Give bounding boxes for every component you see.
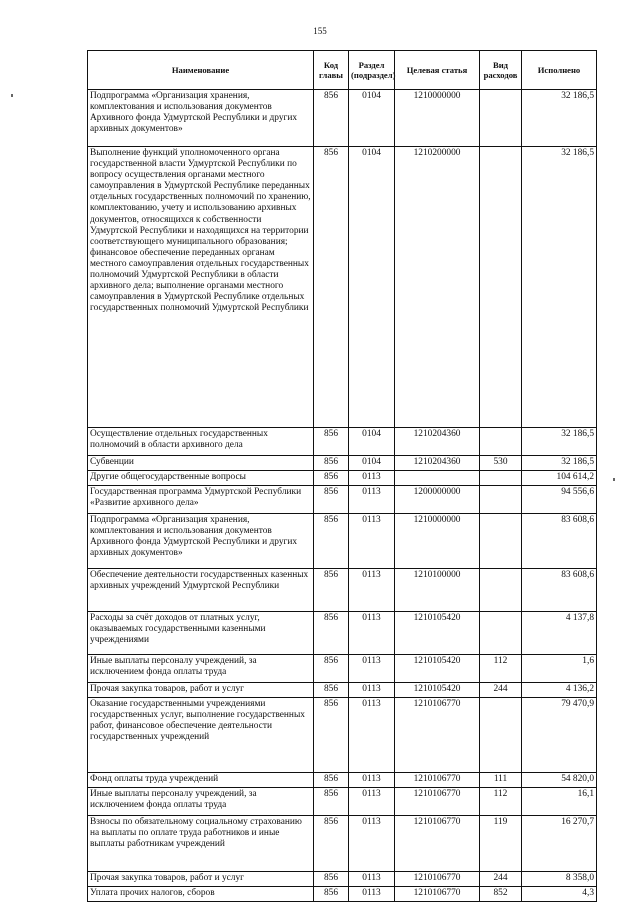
cell-code: 856: [314, 147, 349, 428]
cell-section: 0104: [349, 90, 395, 147]
table-row: [88, 655, 597, 683]
table-row: [88, 612, 597, 655]
cell-section: 0113: [349, 655, 395, 683]
cell-expense: 111: [480, 773, 522, 788]
cell-amount: 4,3: [522, 887, 597, 902]
cell-expense: [480, 147, 522, 428]
cell-section: 0113: [349, 569, 395, 612]
cell-article: 1210200000: [395, 147, 480, 428]
cell-expense: 244: [480, 683, 522, 698]
header-code: Код главы: [314, 51, 349, 90]
cell-article: [395, 471, 480, 486]
cell-section: 0113: [349, 683, 395, 698]
cell-section: 0113: [349, 773, 395, 788]
cell-section: 0104: [349, 147, 395, 428]
cell-amount: 8 358,0: [522, 872, 597, 887]
cell-name: Взносы по обязательному социальному страхованию на выплаты по оплате труда работников и иные выплаты работникам учреждений: [88, 816, 314, 872]
cell-amount: 54 820,0: [522, 773, 597, 788]
table-row: [88, 683, 597, 698]
cell-article: 1210105420: [395, 655, 480, 683]
table-row: [88, 887, 597, 902]
cell-expense: 119: [480, 816, 522, 872]
cell-name: Подпрограмма «Организация хранения, комплектования и использования документов Архивного фонда Удмуртской Республики и других архивных документов»: [88, 90, 314, 147]
cell-expense: [480, 90, 522, 147]
cell-expense: 112: [480, 788, 522, 816]
cell-section: 0113: [349, 486, 395, 514]
cell-code: 856: [314, 428, 349, 456]
cell-article: 1210105420: [395, 683, 480, 698]
cell-section: 0113: [349, 872, 395, 887]
cell-section: 0113: [349, 612, 395, 655]
cell-code: 856: [314, 514, 349, 569]
cell-expense: 112: [480, 655, 522, 683]
cell-amount: 94 556,6: [522, 486, 597, 514]
cell-code: 856: [314, 773, 349, 788]
cell-name: Выполнение функций уполномоченного органа государственной власти Удмуртской Республики по вопросу осуществления органами местного самоуправления в Удмуртской Республике переданных отдельных государственных полномочий по хранению, комплектованию, учету и использованию архивных документов, относящихся к собственности Удмуртской Республики и находящихся на территории соответствующего муниципального образования; финансовое обеспечение переданных органам местного самоуправления отдельных государственных полномочий Удмуртской Республики в области архивного дела; выполнение органами местного самоуправления в Удмуртской Республике отдельных государственных полномочий Удмуртской Республики: [88, 147, 314, 428]
cell-code: 856: [314, 872, 349, 887]
table-row: [88, 698, 597, 773]
table-row: [88, 569, 597, 612]
cell-name: Осуществление отдельных государственных полномочий в области архивного дела: [88, 428, 314, 456]
cell-code: 856: [314, 698, 349, 773]
cell-name: Прочая закупка товаров, работ и услуг: [88, 683, 314, 698]
cell-expense: [480, 471, 522, 486]
cell-code: 856: [314, 655, 349, 683]
cell-name: Прочая закупка товаров, работ и услуг: [88, 872, 314, 887]
cell-code: 856: [314, 816, 349, 872]
cell-name: Иные выплаты персоналу учреждений, за исключением фонда оплаты труда: [88, 788, 314, 816]
cell-section: 0104: [349, 428, 395, 456]
cell-amount: 4 137,8: [522, 612, 597, 655]
cell-amount: 1,6: [522, 655, 597, 683]
cell-section: 0113: [349, 698, 395, 773]
table-row: [88, 428, 597, 456]
cell-expense: 530: [480, 456, 522, 471]
cell-name: Иные выплаты персоналу учреждений, за исключением фонда оплаты труда: [88, 655, 314, 683]
margin-mark: [11, 94, 13, 97]
table-row: [88, 872, 597, 887]
cell-article: 1210000000: [395, 514, 480, 569]
cell-name: Фонд оплаты труда учреждений: [88, 773, 314, 788]
cell-amount: 32 186,5: [522, 147, 597, 428]
cell-amount: 104 614,2: [522, 471, 597, 486]
table-row: [88, 90, 597, 147]
cell-amount: 32 186,5: [522, 456, 597, 471]
cell-expense: [480, 698, 522, 773]
cell-name: Подпрограмма «Организация хранения, комплектования и использования документов Архивного фонда Удмуртской Республики и других архивных документов»: [88, 514, 314, 569]
page-number: 155: [313, 26, 327, 36]
cell-code: 856: [314, 683, 349, 698]
cell-section: 0113: [349, 788, 395, 816]
cell-article: 1210105420: [395, 612, 480, 655]
margin-mark: [613, 478, 615, 481]
cell-expense: 244: [480, 872, 522, 887]
table-row: [88, 471, 597, 486]
header-name: Наименование: [88, 51, 314, 90]
cell-section: 0104: [349, 456, 395, 471]
cell-amount: 16,1: [522, 788, 597, 816]
cell-amount: 32 186,5: [522, 90, 597, 147]
cell-expense: [480, 514, 522, 569]
header-article: Целевая статья: [395, 51, 480, 90]
table-row: [88, 147, 597, 428]
cell-code: 856: [314, 471, 349, 486]
cell-name: Расходы за счёт доходов от платных услуг, оказываемых государственными казенными учреждениями: [88, 612, 314, 655]
cell-code: 856: [314, 612, 349, 655]
cell-article: 1210204360: [395, 428, 480, 456]
table-row: [88, 773, 597, 788]
cell-code: 856: [314, 788, 349, 816]
cell-amount: 83 608,6: [522, 514, 597, 569]
cell-article: 1210100000: [395, 569, 480, 612]
table-row: [88, 514, 597, 569]
cell-article: 1210106770: [395, 773, 480, 788]
cell-section: 0113: [349, 887, 395, 902]
cell-code: 856: [314, 456, 349, 471]
cell-article: 1210106770: [395, 887, 480, 902]
cell-expense: [480, 569, 522, 612]
cell-section: 0113: [349, 471, 395, 486]
cell-name: Другие общегосударственные вопросы: [88, 471, 314, 486]
cell-code: 856: [314, 569, 349, 612]
cell-expense: [480, 486, 522, 514]
cell-code: 856: [314, 486, 349, 514]
cell-expense: 852: [480, 887, 522, 902]
cell-amount: 83 608,6: [522, 569, 597, 612]
cell-article: 1200000000: [395, 486, 480, 514]
cell-code: 856: [314, 90, 349, 147]
cell-amount: 4 136,2: [522, 683, 597, 698]
header-expense: Вид расходов: [480, 51, 522, 90]
cell-article: 1210204360: [395, 456, 480, 471]
cell-amount: 79 470,9: [522, 698, 597, 773]
table-row: [88, 788, 597, 816]
header-section: Раздел (подраздел): [349, 51, 395, 90]
table-row: [88, 456, 597, 471]
cell-article: 1210106770: [395, 788, 480, 816]
header-row: [88, 51, 597, 90]
cell-amount: 16 270,7: [522, 816, 597, 872]
cell-name: Обеспечение деятельности государственных казенных архивных учреждений Удмуртской Республики: [88, 569, 314, 612]
cell-name: Оказание государственными учреждениями государственных услуг, выполнение государственных работ, финансовое обеспечение деятельности государственных учреждений: [88, 698, 314, 773]
budget-table: [87, 50, 597, 902]
cell-article: 1210106770: [395, 816, 480, 872]
cell-section: 0113: [349, 816, 395, 872]
cell-article: 1210106770: [395, 872, 480, 887]
table-row: [88, 816, 597, 872]
header-amount: Исполнено: [522, 51, 597, 90]
cell-section: 0113: [349, 514, 395, 569]
cell-expense: [480, 428, 522, 456]
cell-amount: 32 186,5: [522, 428, 597, 456]
cell-name: Субвенции: [88, 456, 314, 471]
cell-article: 1210106770: [395, 698, 480, 773]
cell-name: Уплата прочих налогов, сборов: [88, 887, 314, 902]
cell-expense: [480, 612, 522, 655]
table-row: [88, 486, 597, 514]
cell-code: 856: [314, 887, 349, 902]
cell-name: Государственная программа Удмуртской Республики «Развитие архивного дела»: [88, 486, 314, 514]
cell-article: 1210000000: [395, 90, 480, 147]
